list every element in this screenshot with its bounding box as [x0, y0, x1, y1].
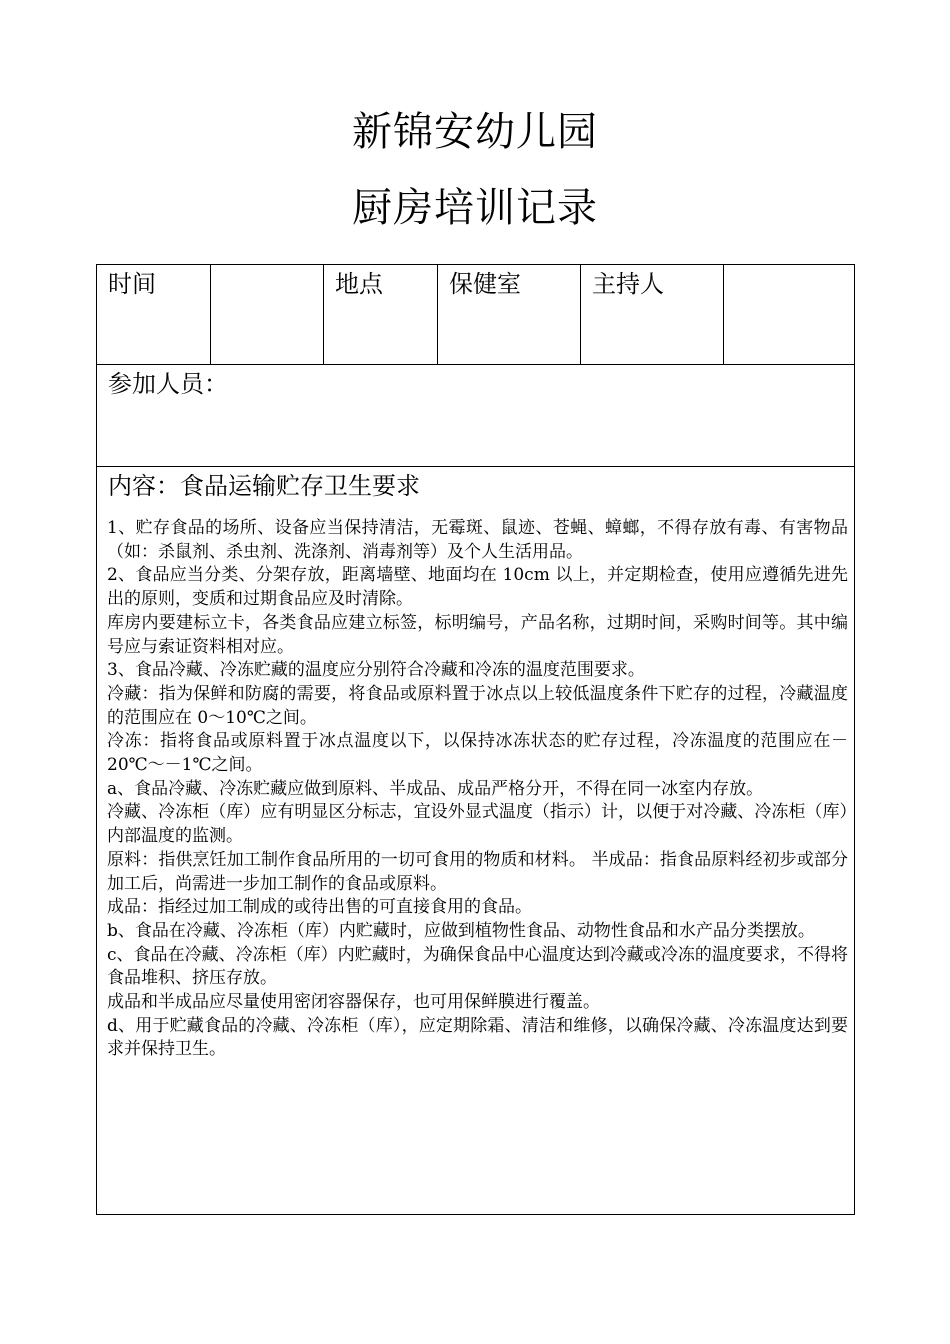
content-paragraph: 3、食品冷藏、冷冻贮藏的温度应分别符合冷藏和冷冻的温度范围要求。 — [107, 660, 645, 681]
place-label: 地点 — [335, 270, 383, 298]
content-paragraph: c、食品在冷藏、冷冻柜（库）内贮藏时，为确保食品中心温度达到冷藏或冷冻的温度要求，不得将食品堆积、挤压存放。 — [107, 944, 848, 989]
time-label-cell — [97, 265, 211, 365]
content-paragraph: 原料：指供烹饪加工制作食品所用的一切可食用的物质和材料。 半成品：指食品原料经初步或部分加工后，尚需进一步加工制作的食品或原料。 — [107, 849, 848, 894]
time-value-cell[interactable] — [211, 265, 324, 365]
host-value — [724, 265, 854, 269]
content-paragraph: a、食品冷藏、冷冻贮藏应做到原料、半成品、成品严格分开，不得在同一冰室内存放。 — [107, 778, 764, 799]
host-label: 主持人 — [592, 270, 664, 298]
training-record-table — [96, 264, 855, 1215]
content-paragraph: 1、贮存食品的场所、设备应当保持清洁，无霉斑、鼠迹、苍蝇、蟑螂，不得存放有毒、有害物品（如：杀鼠剂、杀虫剂、洗涤剂、消毒剂等）及个人生活用品。 — [107, 518, 848, 562]
content-body — [97, 501, 854, 1062]
host-label-cell — [581, 265, 724, 365]
host-value-cell[interactable] — [724, 265, 855, 365]
content-cell — [97, 467, 855, 1215]
content-paragraph: b、食品在冷藏、冷冻柜（库）内贮藏时，应做到植物性食品、动物性食品和水产品分类摆放。 — [107, 920, 815, 941]
content-paragraph: 成品：指经过加工制成的或待出售的可直接食用的食品。 — [107, 897, 532, 918]
attendees-label: 参加人员： — [108, 370, 228, 398]
content-paragraph: 成品和半成品应尽量使用密闭容器保存，也可用保鲜膜进行覆盖。 — [107, 992, 600, 1013]
attendees-row — [97, 365, 855, 467]
place-label-cell — [324, 265, 438, 365]
time-value — [211, 265, 323, 269]
content-title: 内容：食品运输贮存卫生要求 — [108, 472, 420, 500]
content-paragraph: 库房内要建标立卡，各类食品应建立标签，标明编号，产品名称，过期时间，采购时间等。其中编号应与索证资料相对应。 — [107, 612, 848, 657]
content-row — [97, 467, 855, 1215]
content-paragraph: 冷藏：指为保鲜和防腐的需要，将食品或原料置于冰点以上较低温度条件下贮存的过程，冷藏温度的范围应在 0～10℃之间。 — [107, 683, 848, 728]
page-title: 厨房培训记录 — [352, 185, 598, 231]
content-paragraph: 2、食品应当分类、分架存放，距离墙壁、地面均在 10cm 以上，并定期检查，使用应遵循先进先出的原则，变质和过期食品应及时清除。 — [107, 565, 848, 610]
attendees-cell[interactable] — [97, 365, 855, 467]
time-label: 时间 — [108, 270, 156, 298]
content-paragraph: d、用于贮藏食品的冷藏、冷冻柜（库），应定期除霜、清洁和维修，以确保冷藏、冷冻温度达到要求并保持卫生。 — [107, 1015, 848, 1060]
content-paragraph: 冷冻：指将食品或原料置于冰点温度以下，以保持冰冻状态的贮存过程，冷冻温度的范围应在－20℃～－1℃之间。 — [107, 731, 848, 776]
school-name: 新锦安幼儿园 — [352, 109, 598, 155]
place-value-cell[interactable] — [438, 265, 581, 365]
place-value: 保健室 — [449, 270, 521, 298]
header-row — [97, 265, 855, 365]
content-paragraph: 冷藏、冷冻柜（库）应有明显区分标志，宜设外显式温度（指示）计，以便于对冷藏、冷冻柜（库）内部温度的监测。 — [107, 802, 848, 847]
